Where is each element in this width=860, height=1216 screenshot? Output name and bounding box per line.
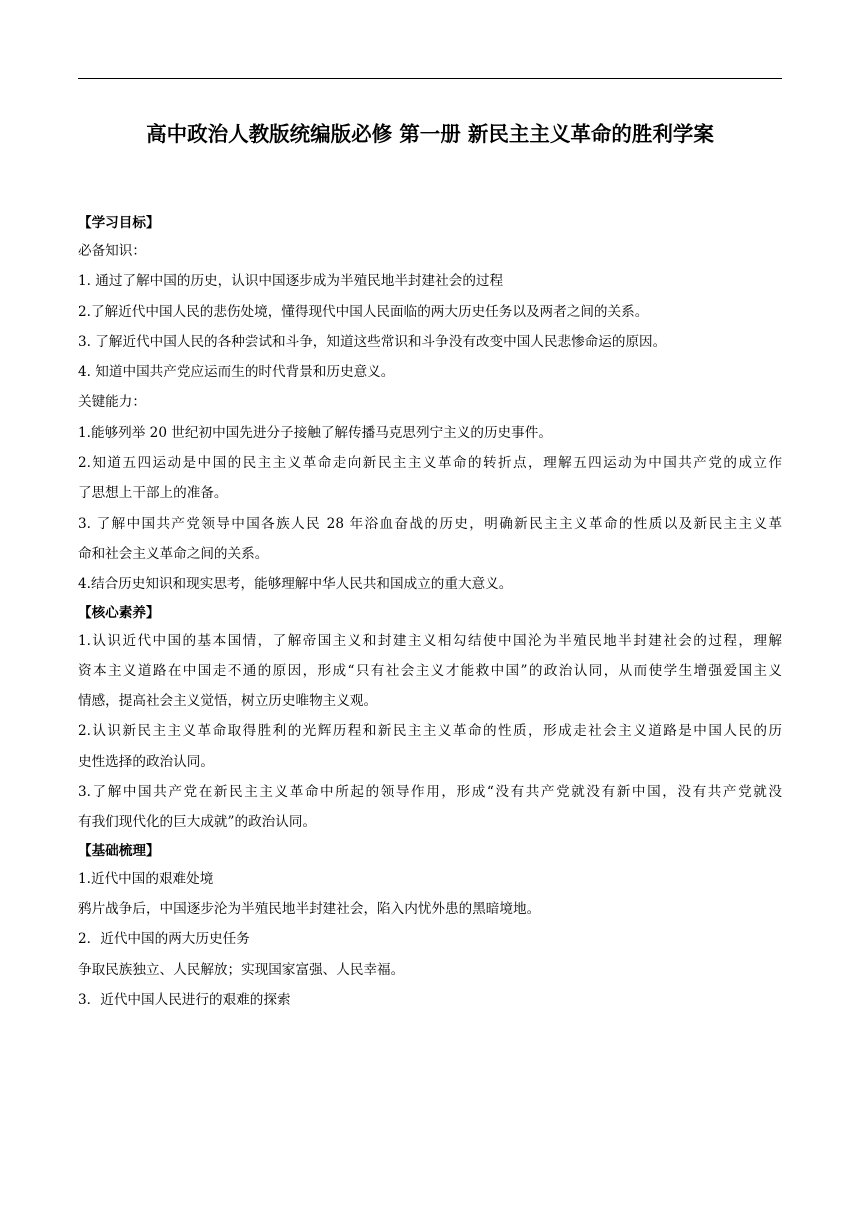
paragraph-line: 资本主义道路在中国走不通的原因，形成“只有社会主义才能救中国”的政治认同，从而使学生增强爱国主义 (78, 662, 782, 679)
paragraph-line: 有我们现代化的巨大成就”的政治认同。 (78, 814, 317, 831)
paragraph-line: 3. 了解近代中国人民的各种尝试和斗争，知道这些常识和斗争没有改变中国人民悲惨命运的原因。 (78, 333, 667, 350)
paragraph-line: 关键能力： (78, 394, 146, 411)
paragraph-line: 4. 知道中国共产党应运而生的时代背景和历史意义。 (78, 364, 395, 381)
section-heading: 【核心素养】 (78, 604, 160, 621)
paragraph-line: 鸦片战争后，中国逐步沦为半殖民地半封建社会，陷入内忧外患的黑暗境地。 (78, 900, 541, 917)
paragraph-line: 4.结合历史知识和现实思考，能够理解中华人民共和国成立的重大意义。 (78, 576, 513, 593)
paragraph-line: 1.能够列举 20 世纪初中国先进分子接触了解传播马克思列宁主义的历史事件。 (78, 424, 552, 441)
paragraph-line: 2．近代中国的两大历史任务 (78, 931, 250, 948)
document-title: 高中政治人教版统编版必修 第一册 新民主主义革命的胜利学案 (146, 122, 714, 146)
paragraph-line: 2.认识新民主主义革命取得胜利的光辉历程和新民主主义革命的性质，形成走社会主义道路是中国人民的历 (78, 723, 782, 740)
document-body (78, 210, 782, 1015)
paragraph-line: 2.知道五四运动是中国的民主主义革命走向新民主主义革命的转折点，理解五四运动为中国共产党的成立作 (78, 455, 782, 472)
section-heading: 【学习目标】 (78, 215, 160, 231)
paragraph-line: 史性选择的政治认同。 (78, 753, 214, 770)
paragraph-line: 2.了解近代中国人民的悲伤处境，懂得现代中国人民面临的两大历史任务以及两者之间的关系。 (78, 303, 649, 320)
paragraph-line: 1.认识近代中国的基本国情，了解帝国主义和封建主义相勾结使中国沦为半殖民地半封建社会的过程，理解 (78, 632, 782, 649)
paragraph-line: 了思想上干部上的准备。 (78, 485, 228, 502)
paragraph-line: 3.了解中国共产党在新民主主义革命中所起的领导作用，形成“没有共产党就没有新中国，没有共产党就没 (78, 784, 782, 801)
paragraph-line: 1. 通过了解中国的历史，认识中国逐步成为半殖民地半封建社会的过程 (78, 273, 504, 290)
section-heading: 【基础梳理】 (78, 842, 160, 859)
paragraph-line: 3．近代中国人民进行的艰难的探索 (78, 991, 291, 1008)
header-rule (78, 78, 782, 79)
paragraph-line: 必备知识： (78, 243, 146, 259)
paragraph-line: 命和社会主义革命之间的关系。 (78, 545, 269, 562)
paragraph-line: 3. 了解中国共产党领导中国各族人民 28 年浴血奋战的历史，明确新民主主义革命的性质以及新民主主义革 (78, 515, 782, 532)
paragraph-line: 1.近代中国的艰难处境 (78, 870, 214, 887)
paragraph-line: 争取民族独立、人民解放；实现国家富强、人民幸福。 (78, 961, 405, 978)
paragraph-line: 情感，提高社会主义觉悟，树立历史唯物主义观。 (78, 693, 378, 710)
